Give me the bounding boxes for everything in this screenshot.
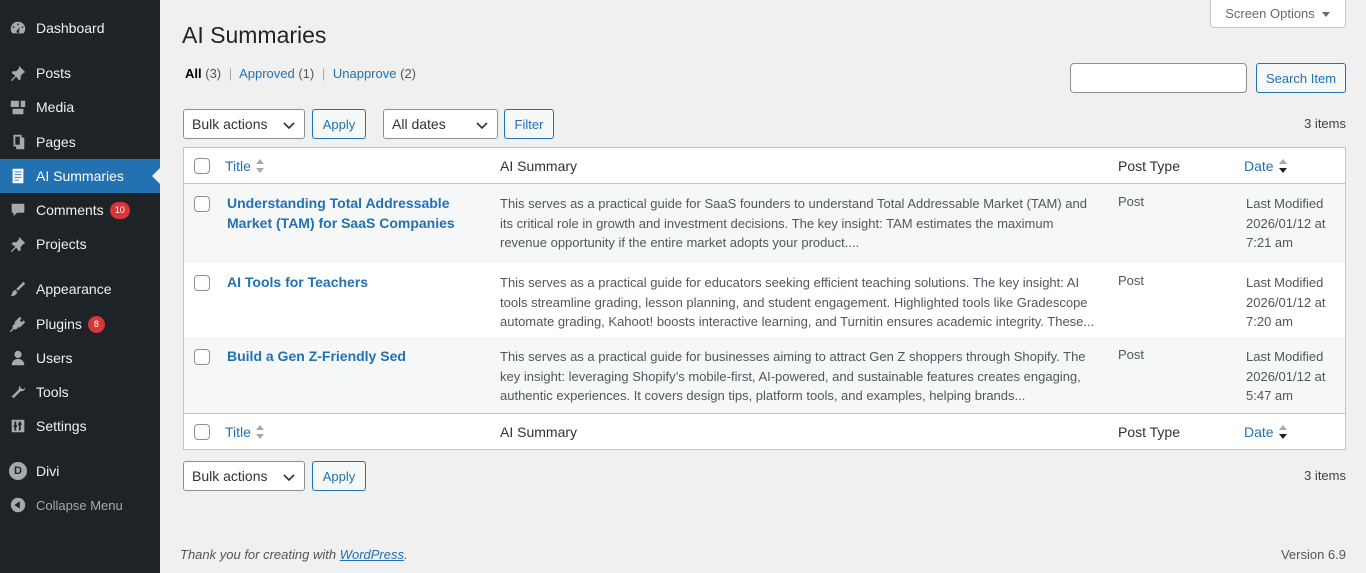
row-post-type: Post: [1118, 347, 1145, 362]
menu-ai-summaries[interactable]: [0, 159, 160, 193]
menu-settings[interactable]: [0, 409, 160, 443]
brush-icon: [8, 279, 28, 299]
menu-appearance[interactable]: [0, 272, 160, 306]
apply-button[interactable]: Apply: [312, 109, 366, 139]
row-checkbox[interactable]: [194, 275, 210, 291]
menu-posts[interactable]: [0, 56, 160, 90]
row-summary: This serves as a practical guide for SaaS founders to understand Total Addressable Market (TAM) and its critical role in growth and investment decisions. The key insight: TAM estimates the maximum revenue opportunity if the entire market adopts your product....: [500, 196, 1087, 250]
menu-label: Comments: [36, 202, 104, 218]
select-all-checkbox-footer[interactable]: [194, 424, 210, 440]
bulk-actions-select-bottom[interactable]: Bulk actions: [183, 461, 305, 491]
wordpress-version: Version 6.9: [1280, 547, 1346, 562]
menu-label: Users: [36, 350, 73, 366]
menu-label: Media: [36, 99, 75, 115]
collapse-menu-button[interactable]: [0, 488, 160, 522]
comments-count-badge: 10: [110, 202, 130, 219]
admin-sidebar: [0, 0, 160, 573]
users-icon: [8, 348, 28, 368]
menu-dashboard[interactable]: [0, 11, 160, 45]
column-ai-summary: AI Summary: [500, 157, 578, 174]
menu-label: Appearance: [36, 281, 112, 297]
bulk-actions-select[interactable]: Bulk actions: [183, 109, 305, 139]
menu-label: Projects: [36, 236, 87, 252]
menu-label: Plugins: [36, 316, 82, 332]
row-date: Last Modified 2026/01/12 at 7:20 am: [1246, 275, 1326, 329]
menu-projects[interactable]: [0, 227, 160, 261]
filter-button[interactable]: Filter: [504, 109, 554, 139]
wrench-icon: [8, 382, 28, 402]
row-summary: This serves as a practical guide for educators seeking efficient teaching solutions. The key insight: AI tools streamline grading, lesson planning, and student engagement. Highlighted tools like Gradescope automate grading, Kahoot! boosts interactive learning, and Turnitin ensures academic integrity. These...: [500, 275, 1095, 329]
apply-button-bottom[interactable]: Apply: [312, 461, 366, 491]
sort-desc-icon: [1278, 424, 1288, 440]
menu-divi[interactable]: [0, 454, 160, 488]
page-title: AI Summaries: [182, 22, 327, 48]
collapse-icon: [8, 495, 28, 515]
row-date: Last Modified 2026/01/12 at 5:47 am: [1246, 349, 1326, 403]
column-ai-summary-footer: AI Summary: [500, 423, 578, 440]
menu-comments[interactable]: [0, 193, 160, 227]
menu-media[interactable]: [0, 90, 160, 124]
sort-desc-icon: [1278, 158, 1288, 174]
pushpin-icon: [8, 234, 28, 254]
menu-tools[interactable]: [0, 375, 160, 409]
column-post-type-footer: Post Type: [1118, 423, 1181, 440]
menu-label: Dashboard: [36, 20, 105, 36]
filter-approved-count: (1): [298, 66, 315, 81]
row-checkbox[interactable]: [194, 349, 210, 365]
table-footer: [184, 413, 1345, 449]
row-post-type: Post: [1118, 194, 1145, 209]
footer-thanks: Thank you for creating with WordPress.: [180, 547, 408, 562]
table-header: [184, 148, 1345, 184]
row-title-link[interactable]: Build a Gen Z-Friendly Sed: [227, 348, 406, 364]
chevron-down-icon: [282, 118, 296, 132]
row-date: Last Modified 2026/01/12 at 7:21 am: [1246, 196, 1326, 250]
chevron-down-icon: [282, 470, 296, 484]
row-summary: This serves as a practical guide for businesses aiming to attract Gen Z shoppers through Shopify. The key insight: leveraging Shopify’s mobile-first, AI-powered, and sustainable features creates engaging, authentic experiences. It covers design tips, platform tools, and examples, helping brands...: [500, 349, 1086, 403]
sort-by-title[interactable]: Title: [225, 158, 265, 174]
menu-label: AI Summaries: [36, 168, 124, 184]
menu-users[interactable]: [0, 341, 160, 375]
menu-label: Posts: [36, 65, 72, 81]
row-title-link[interactable]: AI Tools for Teachers: [227, 274, 369, 290]
filter-approved-link[interactable]: Approved: [239, 66, 295, 81]
row-title-link[interactable]: Understanding Total Addressable Market (TAM) for SaaS Companies: [227, 195, 455, 231]
menu-pages[interactable]: [0, 125, 160, 159]
items-count: 3 items: [1304, 116, 1346, 131]
media-icon: [8, 97, 28, 117]
select-all-checkbox[interactable]: [194, 158, 210, 174]
sort-by-date-footer[interactable]: Date: [1244, 424, 1288, 440]
search-item-button[interactable]: Search Item: [1256, 63, 1346, 93]
status-filter-links: [185, 66, 416, 81]
table-row: [184, 184, 1345, 263]
filter-all-count: (3): [205, 66, 222, 81]
menu-label: Settings: [36, 418, 87, 434]
filter-all-link[interactable]: All: [185, 66, 202, 81]
filter-separator: |: [321, 66, 326, 81]
dashboard-icon: [8, 18, 28, 38]
menu-label: Tools: [36, 384, 69, 400]
sort-by-date[interactable]: Date: [1244, 158, 1288, 174]
screen-options-button[interactable]: Screen Options: [1210, 0, 1346, 28]
menu-label: Collapse Menu: [36, 497, 123, 513]
divi-icon: D: [8, 461, 28, 481]
summaries-table: [183, 147, 1346, 450]
caret-down-icon: [1321, 9, 1331, 19]
main-content: [160, 0, 1366, 573]
sort-icon: [255, 158, 265, 174]
sort-icon: [255, 424, 265, 440]
chevron-down-icon: [475, 118, 489, 132]
menu-plugins[interactable]: [0, 307, 160, 341]
items-count-bottom: 3 items: [1304, 468, 1346, 483]
dates-select[interactable]: All dates: [383, 109, 498, 139]
menu-label: Pages: [36, 134, 76, 150]
sort-by-title-footer[interactable]: Title: [225, 424, 265, 440]
table-row: [184, 263, 1345, 337]
search-input[interactable]: [1070, 63, 1247, 93]
plugins-count-badge: 8: [88, 316, 105, 333]
wordpress-link[interactable]: WordPress: [339, 547, 404, 562]
plugin-icon: [8, 314, 28, 334]
row-checkbox[interactable]: [194, 196, 210, 212]
row-post-type: Post: [1118, 273, 1145, 288]
document-icon: [8, 166, 28, 186]
menu-label: Divi: [36, 463, 60, 479]
table-row: [184, 337, 1345, 413]
pushpin-icon: [8, 63, 28, 83]
settings-icon: [8, 416, 28, 436]
column-post-type: Post Type: [1118, 157, 1181, 174]
filter-unapprove-link[interactable]: Unapprove: [332, 66, 397, 81]
pages-icon: [8, 132, 28, 152]
filter-unapprove-count: (2): [400, 66, 416, 81]
filter-separator: |: [228, 66, 233, 81]
comments-icon: [8, 200, 28, 220]
